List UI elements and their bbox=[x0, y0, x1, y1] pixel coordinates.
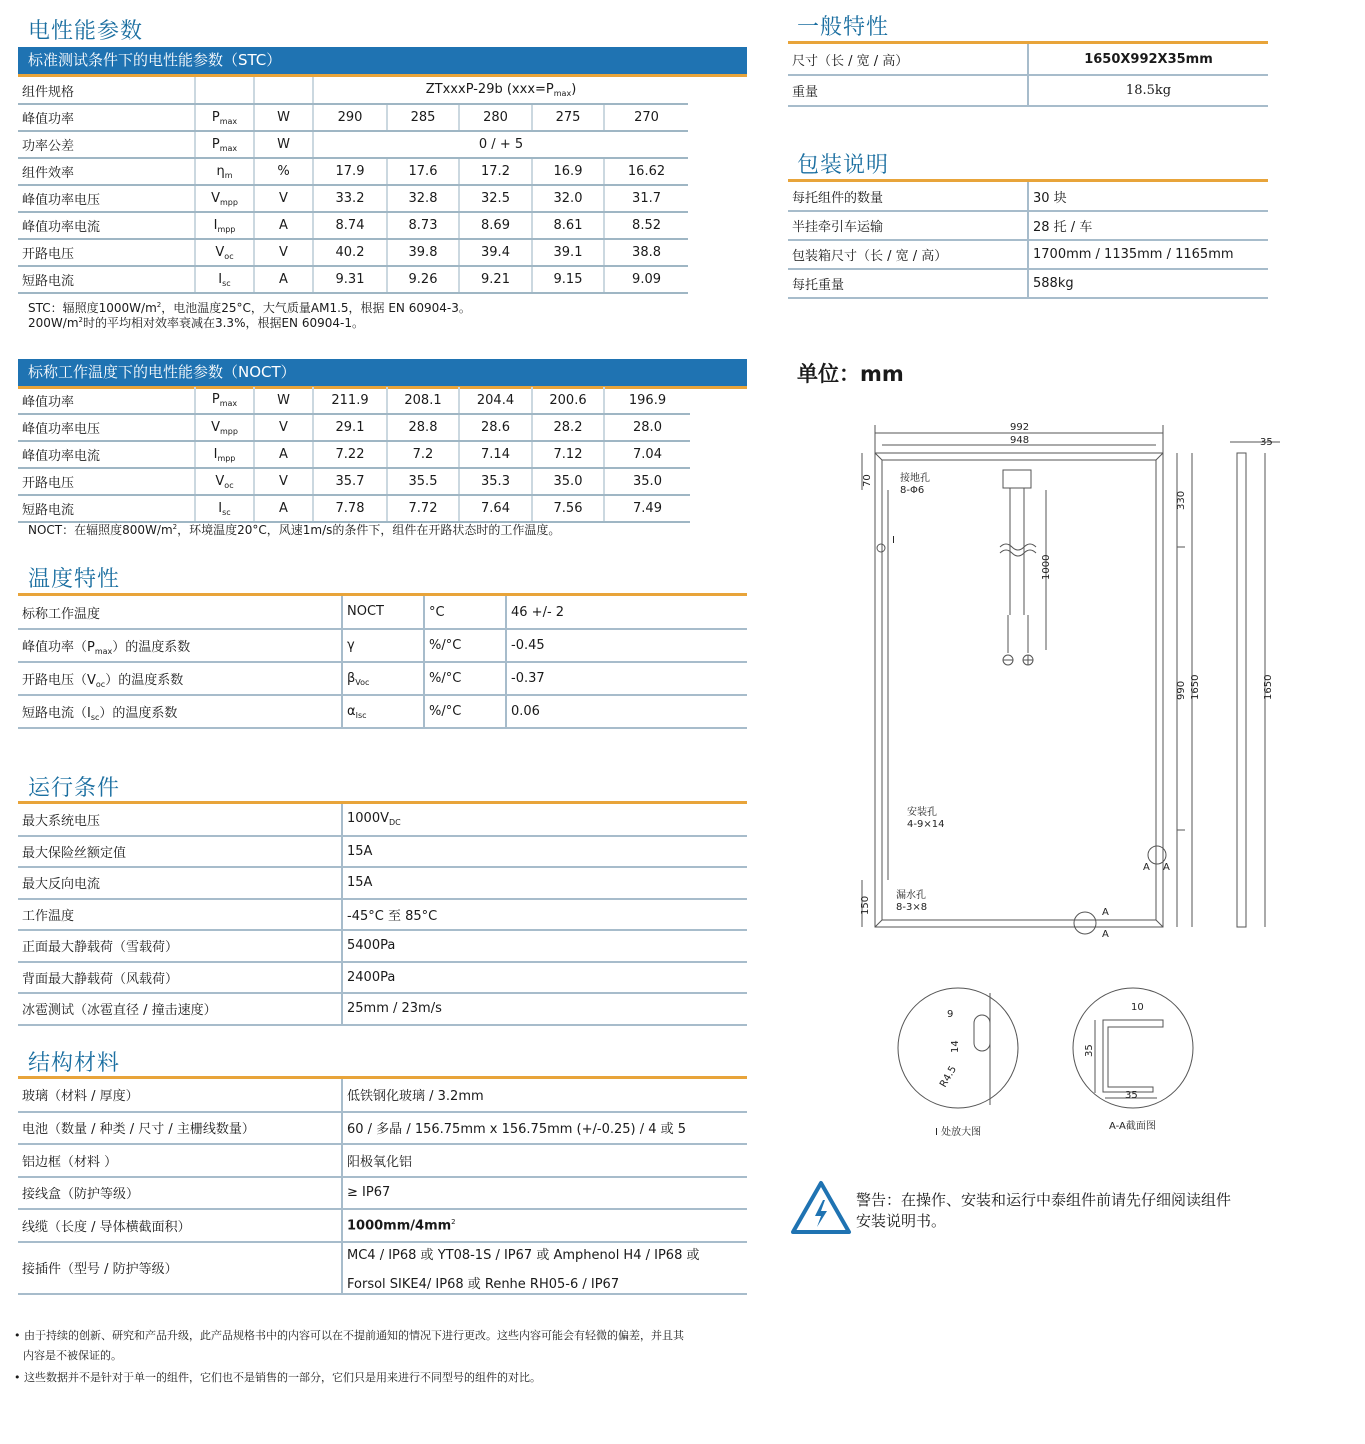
noct-note: NOCT：在辐照度$800W/m^2$，环境温度20°C，风速1m/s的条件下，组件在开路状态时的工作温度。 bbox=[28, 523, 561, 537]
param-value: 280 bbox=[459, 104, 532, 131]
row-key: 正面最大静载荷（雪载荷） bbox=[18, 930, 342, 962]
row-key: 电池（数量 / 种类 / 尺寸 / 主栅线数量） bbox=[18, 1112, 342, 1145]
row-key: 半挂牵引车运输 bbox=[788, 211, 1028, 240]
temp-value: -0.37 bbox=[506, 662, 747, 695]
side-view bbox=[1237, 453, 1246, 927]
param-value: 35.7 bbox=[313, 468, 387, 495]
param-symbol: $V_{oc}$ bbox=[195, 468, 254, 495]
row-key: 每托组件的数量 bbox=[788, 182, 1028, 211]
packaging-table bbox=[788, 182, 1268, 299]
table-row bbox=[18, 239, 688, 266]
stc-note-1: STC：辐照度$1000W/m^2$，电池温度25°C，大气质量AM1.5，根据 EN 60904-3。 bbox=[28, 301, 471, 315]
param-value: 285 bbox=[387, 104, 459, 131]
param-unit: A bbox=[254, 266, 313, 293]
table-row bbox=[788, 240, 1268, 269]
row-value: 15A bbox=[342, 867, 747, 899]
row-value: 15A bbox=[342, 836, 747, 868]
param-name: 峰值功率 bbox=[18, 104, 195, 131]
table-row bbox=[18, 131, 688, 158]
param-unit: A bbox=[254, 212, 313, 239]
param-value: 29.1 bbox=[313, 414, 387, 441]
ground-hole bbox=[877, 544, 885, 552]
param-value: 39.4 bbox=[459, 239, 532, 266]
section-dim-35w: 35 bbox=[1125, 1090, 1138, 1101]
panel-inner bbox=[882, 460, 1156, 920]
param-value: 275 bbox=[532, 104, 604, 131]
table-row bbox=[18, 662, 747, 695]
dim-948: 948 bbox=[1010, 435, 1030, 446]
table-row bbox=[18, 468, 690, 495]
section-dim-10: 10 bbox=[1131, 1002, 1144, 1013]
table-row bbox=[18, 158, 688, 185]
row-key: 玻璃（材料 / 厚度） bbox=[18, 1079, 342, 1112]
spec-value: ZTxxxP-29b $(xxx=P_{max})$ bbox=[313, 77, 688, 104]
param-value: 8.52 bbox=[604, 212, 688, 239]
param-value: 35.3 bbox=[459, 468, 532, 495]
table-row bbox=[18, 414, 690, 441]
temp-symbol: $\alpha_{Isc}$ bbox=[342, 695, 424, 728]
dim-992: 992 bbox=[1010, 422, 1030, 433]
section-caption: A-A截面图 bbox=[1109, 1121, 1156, 1132]
table-row bbox=[18, 629, 747, 662]
footnote-1-cont: 内容是不被保证的。 bbox=[23, 1349, 122, 1362]
param-name: 开路电压 bbox=[18, 239, 195, 266]
param-value: 7.78 bbox=[313, 495, 387, 522]
detail-dim-9: 9 bbox=[947, 1009, 954, 1020]
row-key: 线缆（长度 / 导体横截面积） bbox=[18, 1209, 342, 1242]
table-row bbox=[18, 266, 688, 293]
param-value: 9.15 bbox=[532, 266, 604, 293]
footnote-1: • 由于持续的创新、研究和产品升级，此产品规格书中的内容可以在不提前通知的情况下进行更改。这些内容可能会有轻微的偏差，并且其 bbox=[14, 1329, 684, 1342]
row-key: 最大反向电流 bbox=[18, 867, 342, 899]
param-value: 16.9 bbox=[532, 158, 604, 185]
param-value: 7.64 bbox=[459, 495, 532, 522]
param-symbol: $P_{max}$ bbox=[195, 131, 254, 158]
row-value: 低铁钢化玻璃 / 3.2mm bbox=[342, 1079, 747, 1112]
param-name: 峰值功率电压 bbox=[18, 414, 195, 441]
table-row: 重量 18.5kg bbox=[788, 75, 1268, 106]
row-key: 铝边框（材料 ） bbox=[18, 1144, 342, 1177]
section-a-4: A bbox=[1102, 929, 1109, 940]
table-row bbox=[18, 1242, 747, 1294]
param-value: 8.61 bbox=[532, 212, 604, 239]
noct-table bbox=[18, 387, 690, 523]
temp-name: 开路电压$(V_{oc})$的温度系数 bbox=[18, 662, 342, 695]
param-name: 短路电流 bbox=[18, 495, 195, 522]
detail-caption: I 处放大图 bbox=[935, 1127, 982, 1138]
row-key: 接线盒（防护等级） bbox=[18, 1177, 342, 1210]
table-row bbox=[18, 1177, 747, 1210]
dim-1000: 1000 bbox=[1041, 554, 1052, 580]
param-name: 峰值功率电流 bbox=[18, 441, 195, 468]
param-value: 7.04 bbox=[604, 441, 690, 468]
param-value: 7.49 bbox=[604, 495, 690, 522]
row-key: 最大系统电压 bbox=[18, 804, 342, 836]
temp-symbol: $\beta_{Voc}$ bbox=[342, 662, 424, 695]
materials-table bbox=[18, 1079, 747, 1295]
param-value: 200.6 bbox=[532, 387, 604, 414]
section-dim-35h: 35 bbox=[1084, 1044, 1095, 1057]
operating-table bbox=[18, 804, 747, 1026]
table-row bbox=[18, 104, 688, 131]
param-value: 7.14 bbox=[459, 441, 532, 468]
param-value: 35.0 bbox=[604, 468, 690, 495]
row-key: 包装箱尺寸（长 / 宽 / 高） bbox=[788, 240, 1028, 269]
temp-name: 标称工作温度 bbox=[18, 596, 342, 629]
table-row bbox=[18, 1209, 747, 1242]
mount-label: 安装孔 bbox=[907, 807, 937, 818]
panel-outline bbox=[875, 453, 1163, 927]
table-row bbox=[18, 962, 747, 994]
table-row bbox=[18, 185, 688, 212]
operating-title: 运行条件 bbox=[28, 776, 121, 801]
temp-value: -0.45 bbox=[506, 629, 747, 662]
temperature-table bbox=[18, 596, 747, 729]
temp-unit: %/°C bbox=[424, 662, 506, 695]
param-value: 39.8 bbox=[387, 239, 459, 266]
table-row bbox=[18, 212, 688, 239]
spec-label: 组件规格 bbox=[18, 77, 195, 104]
param-value: 7.56 bbox=[532, 495, 604, 522]
param-value: 28.6 bbox=[459, 414, 532, 441]
row-key: 每托重量 bbox=[788, 269, 1028, 298]
table-row bbox=[18, 1112, 747, 1145]
table-row bbox=[18, 596, 747, 629]
param-value: 35.0 bbox=[532, 468, 604, 495]
row-key: 背面最大静载荷（风载荷） bbox=[18, 962, 342, 994]
detail-drawings bbox=[895, 985, 1205, 1145]
param-value: 32.8 bbox=[387, 185, 459, 212]
row-value: -45°C 至 85°C bbox=[342, 899, 747, 931]
temp-unit: °C bbox=[424, 596, 506, 629]
param-value: 9.31 bbox=[313, 266, 387, 293]
table-row bbox=[18, 993, 747, 1025]
row-key: 工作温度 bbox=[18, 899, 342, 931]
row-value: ≥ IP67 bbox=[342, 1177, 747, 1210]
row-value: 5400Pa bbox=[342, 930, 747, 962]
detail-dim-14: 14 bbox=[950, 1040, 961, 1053]
param-unit: V bbox=[254, 239, 313, 266]
warning-icon bbox=[790, 1180, 852, 1236]
param-value: 9.09 bbox=[604, 266, 688, 293]
table-row bbox=[788, 182, 1268, 211]
row-key: 最大保险丝额定值 bbox=[18, 836, 342, 868]
param-value: 9.26 bbox=[387, 266, 459, 293]
section-a-2: A bbox=[1163, 862, 1170, 873]
param-value: 39.1 bbox=[532, 239, 604, 266]
slot-hole bbox=[974, 1015, 990, 1051]
row-value: 1700mm / 1135mm / 1165mm bbox=[1028, 240, 1268, 269]
param-value: 28.8 bbox=[387, 414, 459, 441]
table-row: 尺寸（长 / 宽 / 高） 1650X992X35mm bbox=[788, 44, 1268, 75]
table-row bbox=[18, 867, 747, 899]
temp-unit: %/°C bbox=[424, 695, 506, 728]
param-name: 功率公差 bbox=[18, 131, 195, 158]
param-value: 40.2 bbox=[313, 239, 387, 266]
param-value: 28.2 bbox=[532, 414, 604, 441]
param-unit: W bbox=[254, 387, 313, 414]
param-value: 8.74 bbox=[313, 212, 387, 239]
table-row bbox=[18, 495, 690, 522]
param-unit: V bbox=[254, 414, 313, 441]
param-unit: A bbox=[254, 441, 313, 468]
detail-radius: R4.5 bbox=[938, 1064, 960, 1090]
ground-label: 接地孔 bbox=[900, 473, 930, 484]
param-symbol: $V_{oc}$ bbox=[195, 239, 254, 266]
param-value: 7.2 bbox=[387, 441, 459, 468]
param-symbol: $I_{mpp}$ bbox=[195, 212, 254, 239]
param-unit: A bbox=[254, 495, 313, 522]
temp-name: 短路电流$(I_{sc})$的温度系数 bbox=[18, 695, 342, 728]
param-value: 8.69 bbox=[459, 212, 532, 239]
table-row bbox=[18, 77, 688, 104]
footnote-2: • 这些数据并不是针对于单一的组件，它们也不是销售的一部分，它们只是用来进行不同型号的组件的对比。 bbox=[14, 1371, 541, 1384]
mount-spec: 4-9×14 bbox=[907, 819, 945, 830]
section-a-1: A bbox=[1143, 862, 1150, 873]
param-value: 16.62 bbox=[604, 158, 688, 185]
param-symbol: $I_{sc}$ bbox=[195, 266, 254, 293]
temp-name: 峰值功率$(P_{max})$的温度系数 bbox=[18, 629, 342, 662]
table-row bbox=[788, 211, 1268, 240]
table-row bbox=[18, 1144, 747, 1177]
table-row bbox=[18, 899, 747, 931]
table-row bbox=[18, 804, 747, 836]
param-value: 31.7 bbox=[604, 185, 688, 212]
temp-unit: %/°C bbox=[424, 629, 506, 662]
param-symbol: $\eta_m$ bbox=[195, 158, 254, 185]
param-value: 9.21 bbox=[459, 266, 532, 293]
param-value: 290 bbox=[313, 104, 387, 131]
dim-150: 150 bbox=[860, 895, 871, 915]
dim-70: 70 bbox=[862, 474, 873, 487]
param-value: 28.0 bbox=[604, 414, 690, 441]
param-name: 峰值功率 bbox=[18, 387, 195, 414]
dim-1650-side: 1650 bbox=[1263, 674, 1274, 700]
stc-note-2: $200W/m^2$时的平均相对效率衰减在3.3%，根据EN 60904-1。 bbox=[28, 316, 364, 330]
param-value: 32.5 bbox=[459, 185, 532, 212]
param-name: 峰值功率电流 bbox=[18, 212, 195, 239]
row-value: 28 托 / 车 bbox=[1028, 211, 1268, 240]
ground-spec: 8-Φ6 bbox=[900, 485, 925, 496]
drain-hole bbox=[1074, 912, 1096, 934]
stc-section-bar: 标准测试条件下的电性能参数（STC） bbox=[18, 47, 747, 74]
materials-title: 结构材料 bbox=[28, 1051, 121, 1076]
dim-990: 990 bbox=[1176, 680, 1187, 700]
param-symbol: $P_{max}$ bbox=[195, 387, 254, 414]
temp-symbol: γ bbox=[342, 629, 424, 662]
section-a-3: A bbox=[1102, 907, 1109, 918]
param-unit: W bbox=[254, 104, 313, 131]
drain-spec: 8-3×8 bbox=[896, 902, 928, 913]
row-value: 60 / 多晶 / 156.75mm x 156.75mm (+/-0.25) / 4 或 5 bbox=[342, 1112, 747, 1145]
row-value: 25mm / 23m/s bbox=[342, 993, 747, 1025]
row-value: MC4 / IP68 或 YT08-1S / IP67 或 Amphenol H4 / IP68 或 Forsol SIKE4/ IP68 或 Renhe RH05-6 / IP67 bbox=[342, 1242, 747, 1294]
row-value: 阳极氧化铝 bbox=[342, 1144, 747, 1177]
param-value: 7.22 bbox=[313, 441, 387, 468]
param-name: 组件效率 bbox=[18, 158, 195, 185]
table-row bbox=[18, 930, 747, 962]
mark-i: I bbox=[892, 535, 895, 546]
frame-profile bbox=[1103, 1020, 1163, 1092]
table-row bbox=[18, 836, 747, 868]
param-unit: V bbox=[254, 185, 313, 212]
dim-330: 330 bbox=[1176, 490, 1187, 510]
param-value: 17.6 bbox=[387, 158, 459, 185]
panel-drawing bbox=[840, 415, 1285, 945]
param-value: 33.2 bbox=[313, 185, 387, 212]
param-value: 17.9 bbox=[313, 158, 387, 185]
param-value: 204.4 bbox=[459, 387, 532, 414]
dim-1650: 1650 bbox=[1190, 674, 1201, 700]
param-symbol: $I_{mpp}$ bbox=[195, 441, 254, 468]
param-symbol: $I_{sc}$ bbox=[195, 495, 254, 522]
param-name: 峰值功率电压 bbox=[18, 185, 195, 212]
stc-table bbox=[18, 77, 688, 294]
temperature-title: 温度特性 bbox=[28, 567, 121, 592]
param-value: 38.8 bbox=[604, 239, 688, 266]
param-value: 8.73 bbox=[387, 212, 459, 239]
electrical-title: 电性能参数 bbox=[28, 19, 144, 44]
warning-text: 警告：在操作、安装和运行中泰组件前请先仔细阅读组件 安装说明书。 bbox=[856, 1191, 1232, 1230]
junction-box bbox=[1003, 470, 1031, 488]
dim-35: 35 bbox=[1260, 437, 1273, 448]
packaging-title: 包装说明 bbox=[797, 153, 890, 178]
param-unit: V bbox=[254, 468, 313, 495]
temp-symbol: NOCT bbox=[342, 596, 424, 629]
param-unit: W bbox=[254, 131, 313, 158]
param-symbol: $V_{mpp}$ bbox=[195, 185, 254, 212]
row-value: 2400Pa bbox=[342, 962, 747, 994]
row-key: 冰雹测试（冰雹直径 / 撞击速度） bbox=[18, 993, 342, 1025]
param-value: 35.5 bbox=[387, 468, 459, 495]
param-value: 270 bbox=[604, 104, 688, 131]
param-value: 17.2 bbox=[459, 158, 532, 185]
noct-section-bar: 标称工作温度下的电性能参数（NOCT） bbox=[18, 359, 747, 386]
table-row bbox=[18, 1079, 747, 1112]
row-value: $1000V_{DC}$ bbox=[342, 804, 747, 836]
param-value: 7.72 bbox=[387, 495, 459, 522]
param-value: 196.9 bbox=[604, 387, 690, 414]
param-symbol: $V_{mpp}$ bbox=[195, 414, 254, 441]
general-table bbox=[788, 44, 1268, 107]
param-unit: % bbox=[254, 158, 313, 185]
param-symbol: $P_{max}$ bbox=[195, 104, 254, 131]
unit-label: 单位：mm bbox=[797, 362, 904, 386]
row-value: $1000mm/4mm^2$ bbox=[342, 1209, 747, 1242]
general-title: 一般特性 bbox=[797, 15, 890, 40]
row-value: 588kg bbox=[1028, 269, 1268, 298]
param-value: 211.9 bbox=[313, 387, 387, 414]
param-value: 7.12 bbox=[532, 441, 604, 468]
table-row bbox=[788, 269, 1268, 298]
table-row bbox=[18, 387, 690, 414]
drain-label: 漏水孔 bbox=[896, 890, 926, 901]
param-name: 短路电流 bbox=[18, 266, 195, 293]
temp-value: 0.06 bbox=[506, 695, 747, 728]
param-value: 208.1 bbox=[387, 387, 459, 414]
table-row bbox=[18, 695, 747, 728]
row-value: 30 块 bbox=[1028, 182, 1268, 211]
param-value: 0 / + 5 bbox=[313, 131, 688, 158]
temp-value: 46 +/- 2 bbox=[506, 596, 747, 629]
row-key: 接插件（型号 / 防护等级） bbox=[18, 1242, 342, 1294]
param-name: 开路电压 bbox=[18, 468, 195, 495]
param-value: 32.0 bbox=[532, 185, 604, 212]
table-row bbox=[18, 441, 690, 468]
